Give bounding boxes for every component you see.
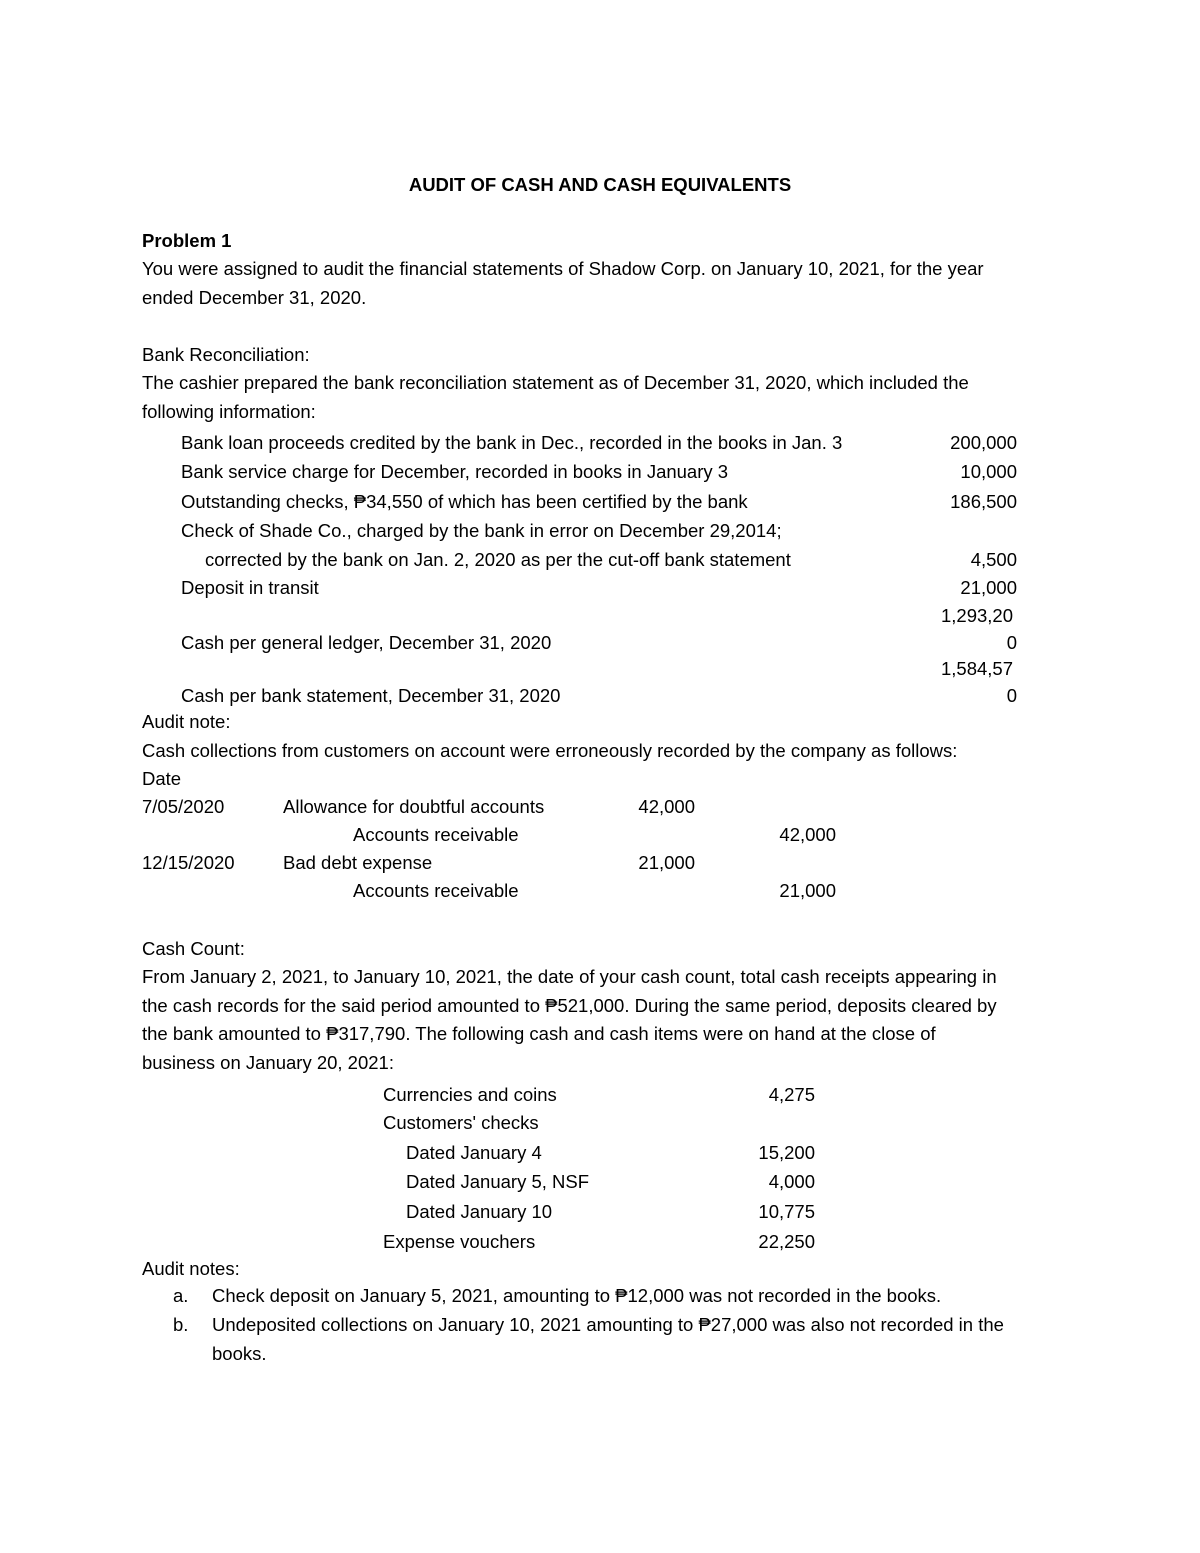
entry-debit-account: Allowance for doubtful accounts	[283, 796, 545, 817]
cash-count-line: business on January 20, 2021:	[142, 1052, 394, 1073]
bs-amount-part-1: 1,584,57	[941, 658, 1014, 679]
entry-debit-amount: 42,000	[638, 796, 695, 817]
cash-count-line: the cash records for the said period amounted to ₱521,000. During the same period, deposits cleared by	[142, 995, 997, 1016]
cash-item-label: Customers' checks	[383, 1112, 539, 1133]
note-text-continued: books.	[212, 1343, 267, 1364]
note-text: Check deposit on January 5, 2021, amounting to ₱12,000 was not recorded in the books.	[212, 1285, 942, 1306]
bank-rec-heading: Bank Reconciliation:	[142, 344, 310, 365]
audit-note-text: Cash collections from customers on account were erroneously recorded by the company as follows:	[142, 740, 958, 761]
cash-item-amount: 15,200	[758, 1142, 815, 1163]
bank-rec-item-label: Outstanding checks, ₱34,550 of which has been certified by the bank	[181, 491, 748, 512]
cash-item-amount: 4,275	[768, 1084, 815, 1105]
cash-item-label: Dated January 4	[406, 1142, 542, 1163]
entry-credit-account: Accounts receivable	[353, 880, 519, 901]
audit-note-heading: Audit note:	[142, 711, 231, 732]
note-marker: b.	[173, 1314, 189, 1335]
bank-rec-item-amount: 21,000	[960, 577, 1017, 598]
cash-item-amount: 10,775	[758, 1201, 815, 1222]
bank-rec-item-amount: 186,500	[950, 491, 1017, 512]
bank-rec-item-label: Bank loan proceeds credited by the bank in Dec., recorded in the books in Jan. 3	[181, 432, 843, 453]
bank-rec-desc-2: following information:	[142, 401, 316, 422]
entry-date: 12/15/2020	[142, 852, 235, 873]
bank-rec-item-amount: 200,000	[950, 432, 1017, 453]
cash-item-amount: 22,250	[758, 1231, 815, 1252]
audit-notes-heading: Audit notes:	[142, 1258, 240, 1279]
entry-date: 7/05/2020	[142, 796, 225, 817]
entry-debit-account: Bad debt expense	[283, 852, 433, 873]
page-title: AUDIT OF CASH AND CASH EQUIVALENTS	[408, 174, 792, 195]
intro-line-2: ended December 31, 2020.	[142, 287, 367, 308]
cash-item-label: Dated January 10	[406, 1201, 553, 1222]
date-header: Date	[142, 768, 182, 789]
entry-credit-amount: 21,000	[779, 880, 836, 901]
problem-heading: Problem 1	[142, 230, 232, 251]
bank-rec-item-label: corrected by the bank on Jan. 2, 2020 as per the cut-off bank statement	[205, 549, 791, 570]
bank-rec-item-amount: 4,500	[970, 549, 1017, 570]
intro-line-1: You were assigned to audit the financial statements of Shadow Corp. on January 10, 2021, for the year	[142, 258, 984, 279]
cash-item-label: Dated January 5, NSF	[406, 1171, 590, 1192]
bank-rec-item-label: Bank service charge for December, recorded in books in January 3	[181, 461, 729, 482]
bs-label: Cash per bank statement, December 31, 2020	[181, 685, 561, 706]
entry-debit-amount: 21,000	[638, 852, 695, 873]
note-marker: a.	[173, 1285, 189, 1306]
bank-rec-item-label: Deposit in transit	[181, 577, 319, 598]
entry-credit-account: Accounts receivable	[353, 824, 519, 845]
bs-amount-part-2: 0	[1006, 685, 1017, 706]
cash-count-line: From January 2, 2021, to January 10, 2021, the date of your cash count, total cash receipts appearing in	[142, 966, 997, 987]
gl-amount-part-2: 0	[1006, 632, 1017, 653]
cash-count-line: the bank amounted to ₱317,790. The following cash and cash items were on hand at the close of	[142, 1023, 936, 1044]
bank-rec-item-amount: 10,000	[960, 461, 1017, 482]
cash-count-heading: Cash Count:	[142, 938, 245, 959]
cash-item-label: Expense vouchers	[383, 1231, 536, 1252]
gl-amount-part-1: 1,293,20	[941, 605, 1014, 626]
gl-label: Cash per general ledger, December 31, 2020	[181, 632, 552, 653]
cash-item-label: Currencies and coins	[383, 1084, 557, 1105]
bank-rec-item-label: Check of Shade Co., charged by the bank in error on December 29,2014;	[181, 520, 782, 541]
bank-rec-desc-1: The cashier prepared the bank reconciliation statement as of December 31, 2020, which included the	[142, 372, 969, 393]
note-text: Undeposited collections on January 10, 2021 amounting to ₱27,000 was also not recorded in the	[212, 1314, 1004, 1335]
cash-item-amount: 4,000	[768, 1171, 815, 1192]
entry-credit-amount: 42,000	[779, 824, 836, 845]
